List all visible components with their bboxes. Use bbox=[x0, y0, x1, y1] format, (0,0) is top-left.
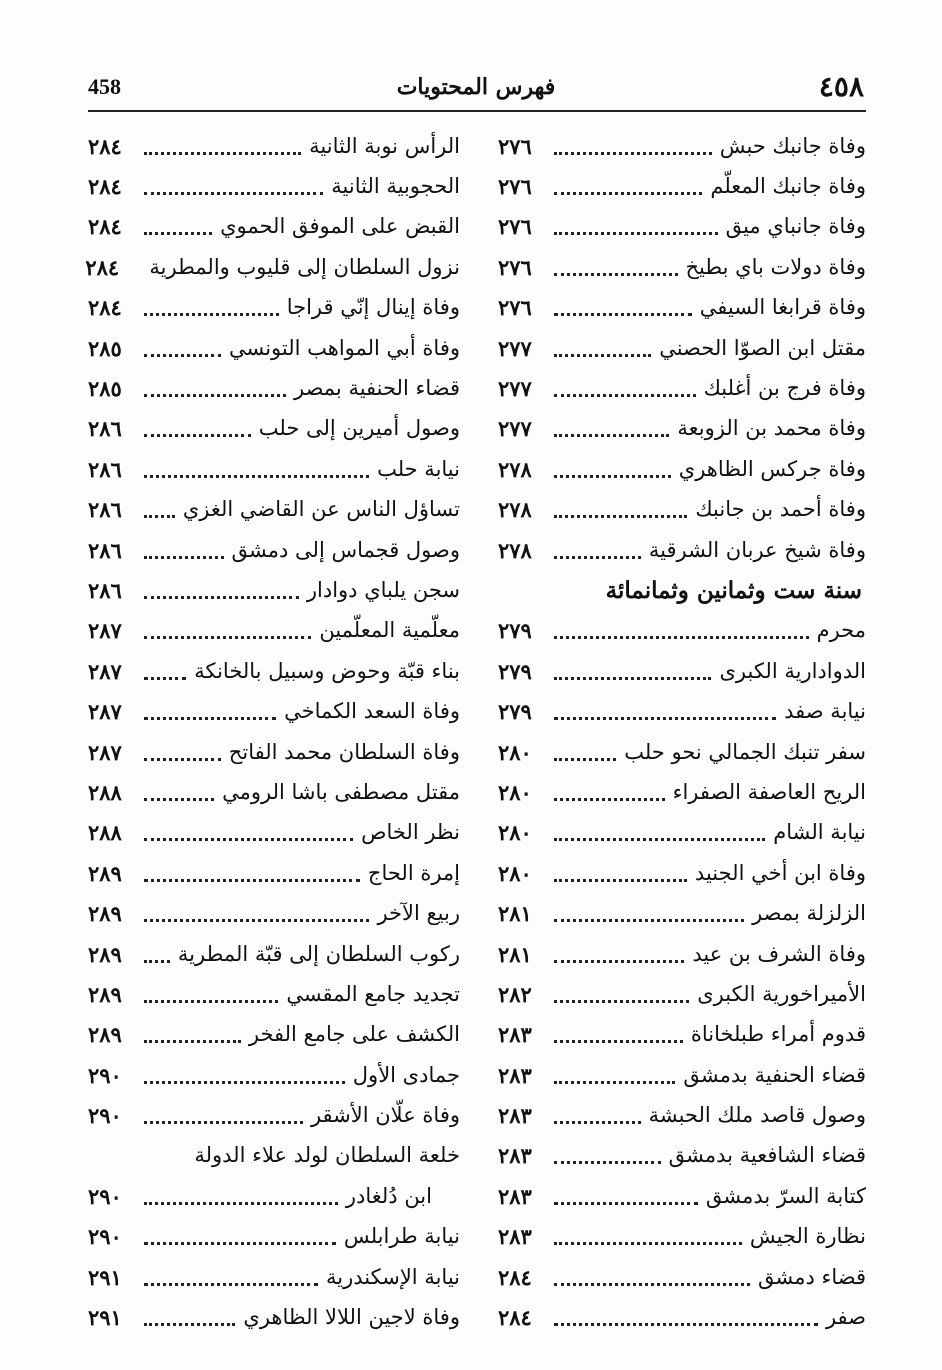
toc-entry bbox=[88, 530, 460, 570]
toc-page-number: ٢٨٨ bbox=[88, 820, 122, 846]
toc-entry bbox=[498, 611, 866, 651]
toc-entry bbox=[88, 651, 460, 691]
toc-page-number: ٢٧٩ bbox=[498, 658, 532, 684]
toc-entry-title: مقتل ابن الصوّا الحصني bbox=[659, 335, 866, 360]
dot-leader bbox=[554, 150, 712, 155]
dot-leader bbox=[144, 554, 224, 559]
toc-page-number: ٢٧٨ bbox=[498, 497, 532, 523]
toc-page-number: ٢٨٤ bbox=[498, 1305, 532, 1331]
toc-entry-title: القبض على الموفق الحموي bbox=[220, 214, 460, 239]
dot-leader bbox=[554, 190, 702, 195]
dot-leader bbox=[144, 796, 214, 801]
toc-page-number: ٢٧٦ bbox=[498, 174, 532, 200]
toc-entry bbox=[88, 691, 460, 731]
toc-entry bbox=[88, 166, 460, 206]
dot-leader bbox=[554, 958, 684, 963]
dot-leader bbox=[554, 836, 765, 841]
toc-entry bbox=[88, 1176, 460, 1216]
toc-entry bbox=[88, 449, 460, 489]
dot-leader bbox=[144, 1281, 318, 1286]
toc-entry bbox=[498, 1217, 866, 1257]
dot-leader bbox=[144, 634, 311, 639]
toc-page-number: ٢٩٠ bbox=[88, 1224, 122, 1250]
toc-entry bbox=[88, 570, 460, 610]
dot-leader bbox=[144, 513, 175, 518]
toc-entry bbox=[498, 732, 866, 772]
toc-page-number: ٢٨٢ bbox=[498, 981, 532, 1007]
toc-entry-title: وفاة محمد بن الزوبعة bbox=[677, 416, 866, 441]
dot-leader bbox=[144, 594, 299, 599]
toc-page-number: ٢٩١ bbox=[88, 1264, 122, 1290]
page-number-latin: 458 bbox=[88, 74, 121, 99]
toc-entry-title: وفاة إينال إنّي قراجا bbox=[286, 295, 460, 320]
toc-entry-title: قدوم أمراء طبلخاناة bbox=[690, 1022, 866, 1047]
toc-entry bbox=[498, 1176, 866, 1216]
toc-entry bbox=[498, 651, 866, 691]
toc-entry bbox=[88, 853, 460, 893]
toc-entry-title: وفاة فرج بن أغلبك bbox=[703, 376, 866, 401]
toc-page-number: ٢٨٣ bbox=[498, 1224, 532, 1250]
dot-leader bbox=[554, 917, 744, 922]
toc-entry-title: وفاة جركس الظاهري bbox=[678, 456, 866, 481]
toc-entry-title: وفاة لاجين اللالا الظاهري bbox=[243, 1305, 460, 1330]
toc-entry-title: وفاة أحمد بن جانبك bbox=[695, 497, 866, 522]
toc-page-number: ٢٨٦ bbox=[88, 497, 122, 523]
toc-entry-title: الرأس نوبة الثانية bbox=[309, 133, 460, 158]
page-header bbox=[88, 70, 864, 104]
toc-page-number: ٢٨٠ bbox=[498, 820, 532, 846]
toc-entry bbox=[498, 813, 866, 853]
toc-page-number: ٢٨٩ bbox=[88, 860, 122, 886]
toc-entry bbox=[88, 1297, 460, 1337]
dot-leader bbox=[554, 392, 696, 397]
toc-page-number: ٢٨٤ bbox=[85, 254, 120, 280]
toc-entry-title: وصول أميرين إلى حلب bbox=[258, 416, 460, 441]
toc-page-number: ٢٧٧ bbox=[498, 335, 532, 361]
dot-leader bbox=[144, 1038, 241, 1043]
dot-leader bbox=[144, 1119, 303, 1124]
dot-leader bbox=[144, 392, 286, 397]
toc-entry-title: مقتل مصطفى باشا الرومي bbox=[222, 779, 460, 804]
dot-leader bbox=[554, 1159, 661, 1164]
toc-column-right bbox=[498, 126, 866, 1338]
toc-entry bbox=[88, 328, 460, 368]
toc-page-number: ٢٨٣ bbox=[498, 1103, 532, 1129]
header-rule bbox=[88, 110, 866, 112]
toc-entry bbox=[88, 126, 460, 166]
toc-entry-title: وصول قجماس إلى دمشق bbox=[231, 537, 460, 562]
toc-entry bbox=[88, 368, 460, 408]
dot-leader bbox=[144, 958, 170, 963]
toc-entry-title: خلعة السلطان لولد علاء الدولة bbox=[194, 1143, 460, 1168]
toc-entry bbox=[88, 893, 460, 933]
toc-column-left bbox=[85, 126, 460, 1338]
toc-entry-title: الكشف على جامع الفخر bbox=[248, 1022, 460, 1047]
toc-entry bbox=[88, 1257, 460, 1297]
toc-page-number: ٢٨٥ bbox=[88, 335, 122, 361]
dot-leader bbox=[554, 675, 711, 680]
toc-page-number: ٢٧٨ bbox=[498, 456, 532, 482]
dot-leader bbox=[144, 877, 360, 882]
toc-entry-title: قضاء الحنفية بمصر bbox=[293, 376, 460, 401]
dot-leader bbox=[144, 473, 369, 478]
toc-entry bbox=[498, 166, 866, 206]
dot-leader bbox=[144, 1321, 235, 1326]
toc-entry-title: وفاة علّان الأشقر bbox=[310, 1103, 460, 1128]
toc-entry-title: وفاة شيخ عربان الشرقية bbox=[648, 537, 866, 562]
dot-leader bbox=[144, 715, 276, 720]
toc-page-number: ٢٨١ bbox=[498, 901, 532, 927]
toc-entry-title: وفاة قرابغا السيفي bbox=[699, 295, 866, 320]
toc-entry bbox=[88, 490, 460, 530]
dot-leader bbox=[554, 554, 641, 559]
toc-entry bbox=[88, 1136, 460, 1176]
dot-leader bbox=[554, 877, 687, 882]
toc-entry-title: نيابة الإسكندرية bbox=[326, 1264, 460, 1289]
toc-entry bbox=[498, 974, 866, 1014]
toc-page-number: ٢٨٠ bbox=[498, 860, 532, 886]
toc-entry-title: كتابة السرّ بدمشق bbox=[705, 1183, 866, 1208]
toc-entry-title: وفاة السلطان محمد الفاتح bbox=[228, 739, 460, 764]
toc-page-number: ٢٨٤ bbox=[88, 133, 122, 159]
toc-page-number: ٢٧٦ bbox=[498, 295, 532, 321]
toc-entry bbox=[498, 207, 866, 247]
toc-page-number: ٢٨٤ bbox=[88, 214, 122, 240]
dot-leader bbox=[554, 1200, 698, 1205]
dot-leader bbox=[554, 756, 616, 761]
toc-entry-title: نيابة طرابلس bbox=[343, 1224, 460, 1249]
dot-leader bbox=[554, 271, 678, 276]
toc-entry-title: تجديد جامع المقسي bbox=[286, 981, 460, 1006]
toc-entry-title: جمادى الأول bbox=[352, 1062, 460, 1087]
dot-leader bbox=[554, 1321, 818, 1326]
toc-entry-title: وفاة أبي المواهب التونسي bbox=[228, 335, 460, 360]
toc-page-number: ٢٨٥ bbox=[88, 376, 122, 402]
toc-entry bbox=[88, 409, 460, 449]
toc-page-number: ٢٨٦ bbox=[88, 537, 122, 563]
toc-entry bbox=[498, 490, 866, 530]
toc-entry bbox=[498, 1015, 866, 1055]
toc-entry-title: صفر bbox=[825, 1305, 866, 1330]
toc-page-number: ٢٧٧ bbox=[498, 416, 532, 442]
toc-page-number: ٢٨٩ bbox=[88, 981, 122, 1007]
toc-entry bbox=[88, 1217, 460, 1257]
toc-entry-title: ركوب السلطان إلى قبّة المطرية bbox=[177, 941, 460, 966]
dot-leader bbox=[144, 1240, 336, 1245]
toc-entry bbox=[498, 409, 866, 449]
page-title: فهرس المحتويات bbox=[396, 74, 556, 100]
toc-page-number: ٢٨٤ bbox=[498, 1264, 532, 1290]
toc-page-number: ٢٨٣ bbox=[498, 1143, 532, 1169]
toc-entry bbox=[498, 328, 866, 368]
toc-entry bbox=[88, 1095, 460, 1135]
toc-page-number: ٢٨٣ bbox=[498, 1062, 532, 1088]
toc-entry-title: الريح العاصفة الصفراء bbox=[672, 779, 866, 804]
toc-page-number: ٢٨٦ bbox=[88, 416, 122, 442]
dot-leader bbox=[144, 230, 212, 235]
toc-entry-title: محرم bbox=[816, 618, 866, 643]
toc-entry-title: ربيع الآخر bbox=[377, 901, 460, 926]
toc-entry bbox=[88, 974, 460, 1014]
dot-leader bbox=[554, 352, 651, 357]
dot-leader bbox=[554, 796, 665, 801]
toc-page-number: ٢٨٩ bbox=[88, 901, 122, 927]
toc-entry bbox=[498, 247, 866, 287]
dot-leader bbox=[144, 1079, 345, 1084]
toc-entry-title: إمرة الحاج bbox=[367, 860, 460, 885]
toc-entry-title: نيابة صفد bbox=[784, 699, 866, 724]
toc-entry-title: نزول السلطان إلى قليوب والمطرية bbox=[149, 254, 460, 279]
toc-entry bbox=[498, 691, 866, 731]
toc-entry-title: الأميراخورية الكبرى bbox=[697, 981, 866, 1006]
toc-page-number: ٢٧٩ bbox=[498, 618, 532, 644]
dot-leader bbox=[144, 756, 221, 761]
toc-page-number: ٢٨٠ bbox=[498, 779, 532, 805]
toc-entry bbox=[88, 288, 460, 328]
dot-leader bbox=[554, 311, 692, 316]
dot-leader bbox=[554, 513, 687, 518]
toc-page-number: ٢٨٣ bbox=[498, 1183, 532, 1209]
toc-page-number: ٢٧٦ bbox=[498, 254, 532, 280]
dot-leader bbox=[144, 836, 353, 841]
toc-page-number: ٢٨٣ bbox=[498, 1022, 532, 1048]
toc-entry-title: نظارة الجيش bbox=[749, 1224, 866, 1249]
toc-entry bbox=[88, 732, 460, 772]
page-number-arabic: ٤٥٨ bbox=[818, 70, 864, 103]
toc-page-number: ٢٨٩ bbox=[88, 1022, 122, 1048]
dot-leader bbox=[554, 432, 669, 437]
toc-page-number: ٢٩٠ bbox=[88, 1062, 122, 1088]
toc-page-number: ٢٨٩ bbox=[88, 941, 122, 967]
toc-entry bbox=[88, 934, 460, 974]
dot-leader bbox=[554, 715, 776, 720]
toc-entry bbox=[498, 934, 866, 974]
dot-leader bbox=[144, 190, 323, 195]
toc-entry-title: الدوادارية الكبرى bbox=[719, 658, 866, 683]
toc-entry-title: وفاة السعد الكماخي bbox=[284, 699, 460, 724]
toc-entry bbox=[498, 1297, 866, 1337]
toc-entry-title: نيابة حلب bbox=[377, 456, 460, 481]
toc-entry bbox=[88, 813, 460, 853]
toc-entry-title: وفاة جانبك المعلّم bbox=[710, 174, 866, 199]
dot-leader bbox=[554, 1079, 675, 1084]
toc-entry-title: وفاة ابن أخي الجنيد bbox=[694, 860, 866, 885]
toc-entry bbox=[498, 368, 866, 408]
dot-leader bbox=[554, 1240, 742, 1245]
toc-entry bbox=[88, 1015, 460, 1055]
toc-entry-title: وصول قاصد ملك الحبشة bbox=[648, 1103, 866, 1128]
toc-page-number: ٢٩٠ bbox=[88, 1183, 122, 1209]
dot-leader bbox=[554, 634, 809, 639]
toc-heading bbox=[498, 570, 866, 610]
toc-entry-title: وفاة جانبك حبش bbox=[719, 133, 866, 158]
toc-page-number: ٢٨٧ bbox=[88, 739, 122, 765]
toc-page-number: ٢٧٨ bbox=[498, 537, 532, 563]
toc-entry bbox=[498, 530, 866, 570]
toc-page-number: ٢٨٦ bbox=[88, 577, 122, 603]
toc-entry-title: الحجوبية الثانية bbox=[331, 174, 460, 199]
toc-page-number: ٢٨٦ bbox=[88, 456, 122, 482]
dot-leader bbox=[144, 311, 279, 316]
dot-leader bbox=[144, 917, 369, 922]
toc-page-number: ٢٩٠ bbox=[88, 1103, 122, 1129]
toc-entry-title: قضاء دمشق bbox=[757, 1264, 866, 1289]
toc-page-number: ٢٨٧ bbox=[88, 618, 122, 644]
toc-entry-title: الزلزلة بمصر bbox=[752, 901, 866, 926]
toc-entry bbox=[498, 126, 866, 166]
toc-entry-title: قضاء الحنفية بدمشق bbox=[683, 1062, 866, 1087]
toc-entry bbox=[88, 611, 460, 651]
toc-page-number: ٢٨٤ bbox=[88, 295, 122, 321]
toc-entry-title: سفر تنبك الجمالي نحو حلب bbox=[624, 739, 866, 764]
toc-entry bbox=[498, 853, 866, 893]
toc-entry bbox=[498, 449, 866, 489]
dot-leader bbox=[554, 473, 671, 478]
toc-page-number: ٢٨٠ bbox=[498, 739, 532, 765]
dot-leader bbox=[144, 150, 301, 155]
dot-leader bbox=[554, 1281, 750, 1286]
toc-page-number: ٢٧٩ bbox=[498, 699, 532, 725]
dot-leader bbox=[144, 352, 221, 357]
toc-entry-title: معلّمية المعلّمين bbox=[319, 618, 460, 643]
toc-entry bbox=[498, 772, 866, 812]
toc-entry bbox=[498, 1257, 866, 1297]
toc-entry bbox=[498, 1055, 866, 1095]
toc-page-number: ٢٧٦ bbox=[498, 214, 532, 240]
toc-page-number: ٢٨٧ bbox=[88, 658, 122, 684]
toc-entry bbox=[85, 247, 460, 287]
toc-entry bbox=[88, 772, 460, 812]
toc-entry bbox=[498, 893, 866, 933]
dot-leader bbox=[144, 998, 278, 1003]
toc-page-number: ٢٩١ bbox=[88, 1305, 122, 1331]
toc-entry-title: وفاة جانباي ميق bbox=[725, 214, 866, 239]
dot-leader bbox=[554, 230, 718, 235]
toc-entry-title: تساؤل الناس عن القاضي الغزي bbox=[182, 497, 460, 522]
toc-entry-title: نظر الخاص bbox=[361, 820, 460, 845]
toc-page-number: ٢٧٦ bbox=[498, 133, 532, 159]
dot-leader bbox=[554, 1038, 683, 1043]
dot-leader bbox=[144, 1200, 338, 1205]
toc-entry-title: وفاة الشرف بن عيد bbox=[692, 941, 866, 966]
toc-entry bbox=[88, 207, 460, 247]
dot-leader bbox=[554, 1119, 641, 1124]
toc-page-number: ٢٨٧ bbox=[88, 699, 122, 725]
toc-page-number: ٢٧٧ bbox=[498, 376, 532, 402]
toc-entry-title: قضاء الشافعية بدمشق bbox=[668, 1143, 866, 1168]
toc-entry-title: وفاة دولات باي بطيخ bbox=[685, 254, 866, 279]
toc-page-number: ٢٨٨ bbox=[88, 779, 122, 805]
toc-entry-title: سنة ست وثمانين وثمانمائة bbox=[605, 576, 862, 604]
dot-leader bbox=[144, 675, 186, 680]
toc-entry-title: سجن يلباي دوادار bbox=[306, 577, 460, 602]
toc-page-number: ٢٨٤ bbox=[88, 174, 122, 200]
toc-entry-title: ابن دُلغادر bbox=[345, 1183, 432, 1208]
toc-entry bbox=[498, 288, 866, 328]
dot-leader bbox=[554, 998, 689, 1003]
dot-leader bbox=[144, 432, 251, 437]
toc-entry-title: بناء قبّة وحوض وسبيل بالخانكة bbox=[194, 658, 460, 683]
toc-entry bbox=[88, 1055, 460, 1095]
toc-entry bbox=[498, 1095, 866, 1135]
toc-entry bbox=[498, 1136, 866, 1176]
toc-page-number: ٢٨١ bbox=[498, 941, 532, 967]
toc-entry-title: نيابة الشام bbox=[773, 820, 866, 845]
